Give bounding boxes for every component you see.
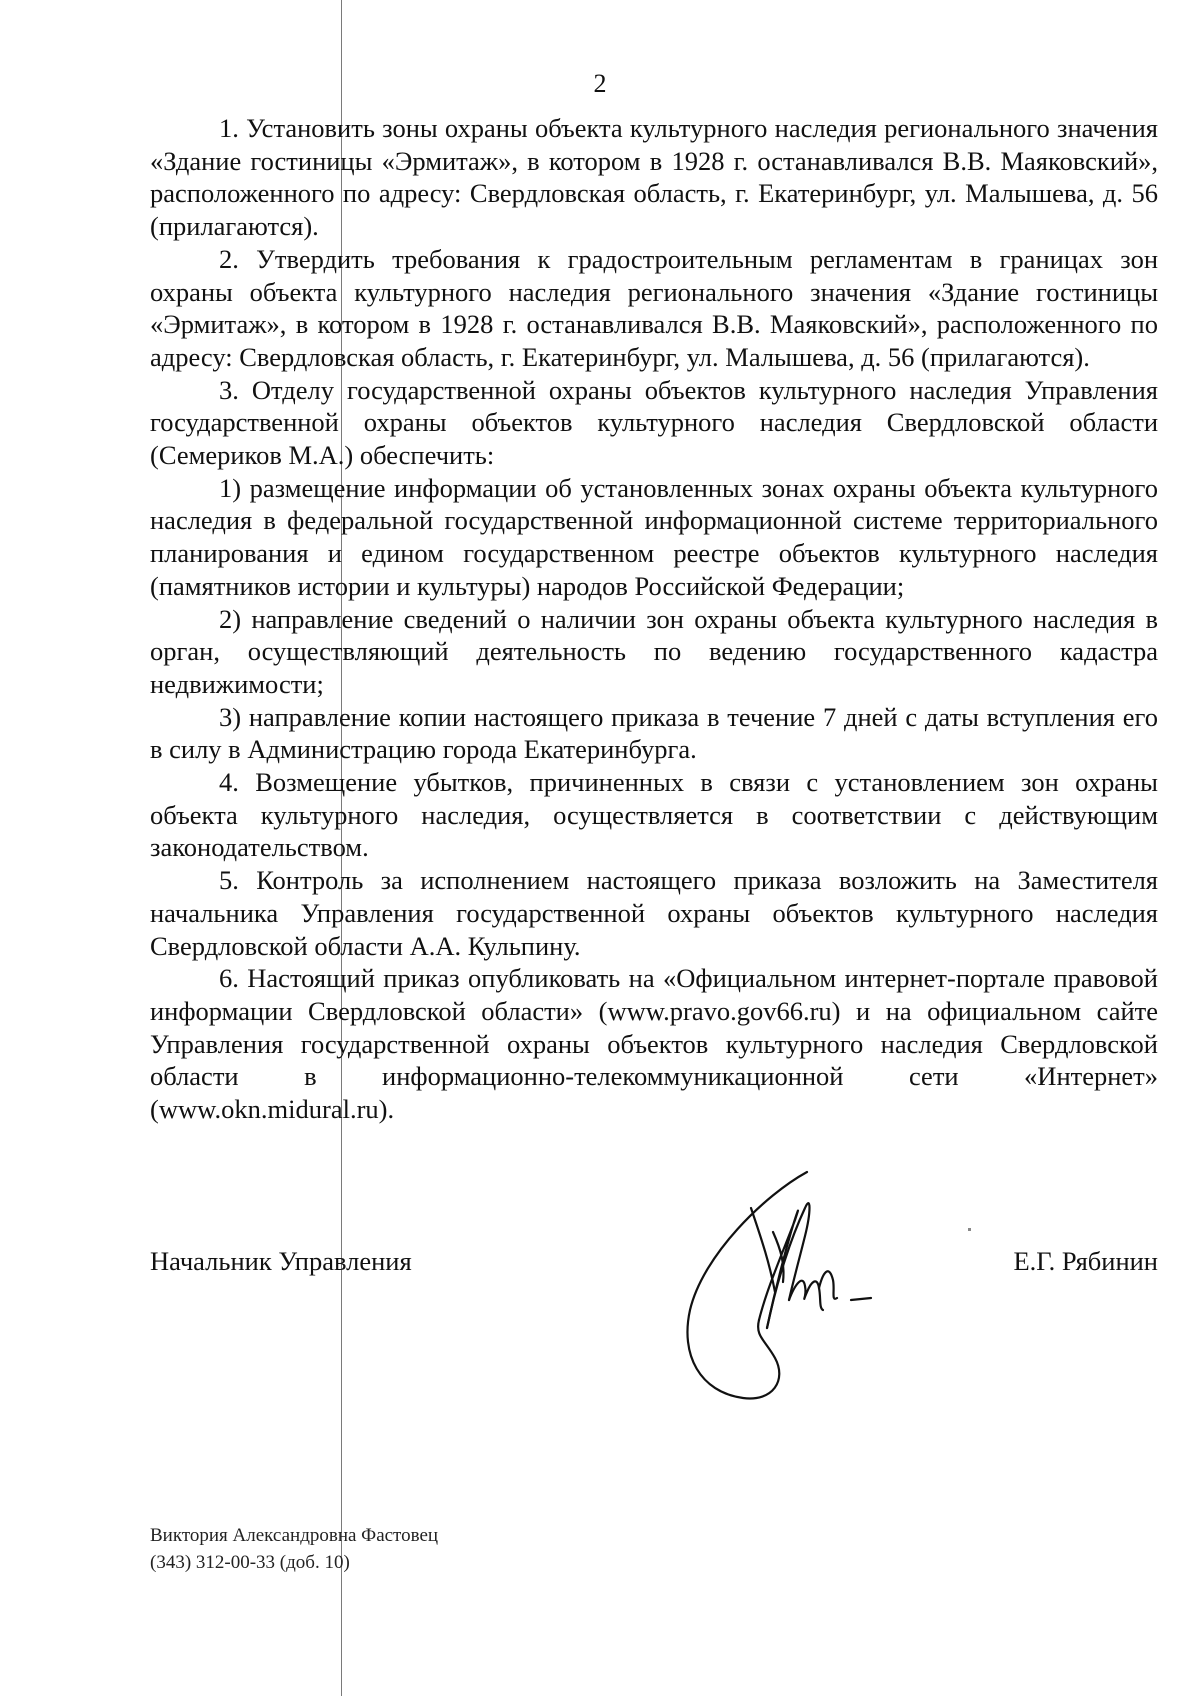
handwritten-signature [655,1160,925,1420]
paragraph-3-2-cadastre-notification: 2) направление сведений о наличии зон охраны объекта культурного наследия в орган, осуществляющий деятельность по ведению государственного кадастра недвижимости; [150,603,1158,699]
paragraph-6-publication: 6. Настоящий приказ опубликовать на «Официальном интернет-портале правовой информации Свердловской области» (www.pravo.gov66.ru) и на официальном сайте Управления государственной охраны объектов культурного наследия Свердловской области в информационно-телекоммуникационной сети «Интернет» (www.okn.midural.ru). [150,963,1158,1125]
paragraph-3-1-information-placement: 1) размещение информации об установленных зонах охраны объекта культурного наследия в федеральной государственной информационной системе территориального планирования и едином государственном реестре объектов культурного наследия (памятников истории и культуры) народов Российской Федерации; [150,472,1158,601]
scan-artifact-dot [968,1228,971,1231]
executor-phone: (343) 312-00-33 (доб. 10) [150,1552,350,1573]
paragraph-3-3-copy-to-administration: 3) направление копии настоящего приказа в течение 7 дней с даты вступления его в силу в Администрацию города Екатеринбурга. [150,701,1158,765]
paragraph-1-establish-zones: 1. Установить зоны охраны объекта культурного наследия регионального значения «Здание гостиницы «Эрмитаж», в котором в 1928 г. останавливался В.В. Маяковский», расположенного по адресу: Свердловская область, г. Екатеринбург, ул. Малышева, д. 56 (прилагаются). [150,113,1158,242]
executor-contact [150,1522,438,1576]
executor-name: Виктория Александровна Фастовец [150,1525,439,1546]
paragraph-5-control: 5. Контроль за исполнением настоящего приказа возложить на Заместителя начальника Управления государственной охраны объектов культурного наследия Свердловской области А.А. Кульпину. [150,865,1158,961]
document-body [150,112,1158,1126]
signature-block [150,1244,1158,1278]
paragraph-2-approve-requirements: 2. Утвердить требования к градостроительным регламентам в границах зон охраны объекта культурного наследия регионального значения «Здание гостиницы «Эрмитаж», в котором в 1928 г. останавливался В.В. Маяковский», расположенного по адресу: Свердловская область, г. Екатеринбург, ул. Малышева, д. 56 (прилагаются). [150,243,1158,372]
signer-name: Е.Г. Рябинин [1013,1246,1158,1276]
page-number: 2 [593,69,607,98]
paragraph-3-department-duties: 3. Отделу государственной охраны объектов культурного наследия Управления государственной охраны объектов культурного наследия Свердловской области (Семериков М.А.) обеспечить: [150,374,1158,471]
paragraph-4-compensation: 4. Возмещение убытков, причиненных в связи с установлением зон охраны объекта культурного наследия, осуществляется в соответствии с действующим законодательством. [150,767,1158,863]
signer-position: Начальник Управления [150,1246,412,1276]
